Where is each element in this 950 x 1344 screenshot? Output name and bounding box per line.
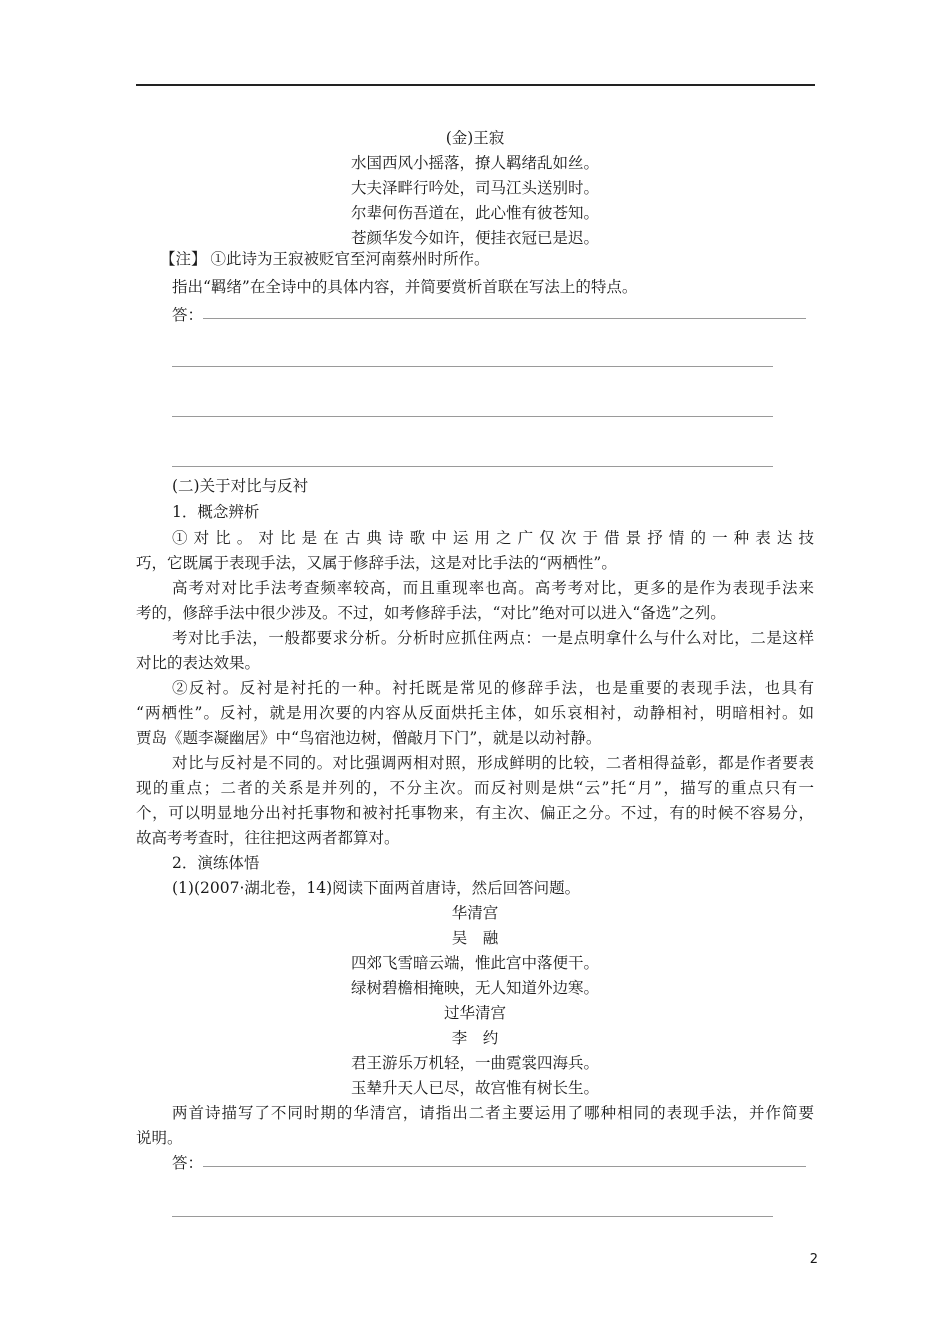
question2-line: 两首诗描写了不同时期的华清宫，请指出二者主要运用了哪种相同的表现手法，并作简要 [172, 1104, 814, 1122]
subheading: 2．演练体悟 [172, 854, 260, 872]
poem2-author: 吴 融 [451, 929, 499, 947]
paragraph-line: 对比与反衬是不同的。对比强调两相对照，形成鲜明的比较，二者相得益彰，都是作者要表 [172, 754, 814, 772]
paragraph-line: 故高考考查时，往往把这两者都算对。 [136, 829, 400, 847]
paragraph-line: 巧，它既属于表现手法，又属于修辞手法，这是对比手法的“两栖性”。 [136, 554, 617, 572]
answer-line[interactable] [172, 466, 773, 467]
poem1-line: 苍颜华发今如许，便挂衣冠已是迟。 [350, 229, 599, 247]
answer-line[interactable] [172, 1216, 773, 1217]
answer-line[interactable] [172, 416, 773, 417]
answer-label: 答： [172, 306, 204, 324]
poem2-title: 华清宫 [451, 904, 499, 922]
header-rule [136, 84, 815, 86]
poem3-line: 玉辇升天人已尽，故宫惟有树长生。 [350, 1079, 599, 1097]
question2-line: 说明。 [136, 1129, 183, 1147]
paragraph-line: 考的，修辞手法中很少涉及。不过，如考修辞手法，“对比”绝对可以进入“备选”之列。 [136, 604, 726, 622]
page-number: 2 [809, 1252, 818, 1267]
poem1-line: 大夫泽畔行吟处，司马江头送别时。 [350, 179, 599, 197]
poem2-line: 绿树碧檐相掩映，无人知道外边寒。 [350, 979, 599, 997]
subheading: 1．概念辨析 [172, 503, 260, 521]
poem2-line: 四郊飞雪暗云端，惟此宫中落便干。 [350, 954, 599, 972]
paragraph-line: 个，可以明显地分出衬托事物和被衬托事物来，有主次、偏正之分。不过，有的时候不容易分， [136, 804, 814, 822]
poem3-author: 李 约 [451, 1029, 499, 1047]
note-label: 【注】 [160, 250, 207, 268]
answer-line[interactable] [203, 318, 806, 319]
paragraph-line: ①对比。对比是在古典诗歌中运用之广仅次于借景抒情的一种表达技 [172, 529, 814, 547]
paragraph-line: “两栖性”。反衬，就是用次要的内容从反面烘托主体，如乐哀相衬，动静相衬，明暗相衬。如 [136, 704, 814, 722]
poem1-note [160, 249, 490, 269]
paragraph-line: 贾岛《题李凝幽居》中“鸟宿池边树，僧敲月下门”，就是以动衬静。 [136, 729, 602, 747]
paragraph-line: 对比的表达效果。 [136, 654, 261, 672]
note-text: ①此诗为王寂被贬官至河南蔡州时所作。 [210, 250, 490, 268]
answer-line[interactable] [203, 1166, 806, 1167]
paragraph-line: 考对比手法，一般都要求分析。分析时应抓住两点：一是点明拿什么与什么对比，二是这样 [172, 629, 814, 647]
answer-line[interactable] [172, 366, 773, 367]
poem1-line: 水国西风小摇落，撩人羁绪乱如丝。 [350, 154, 599, 172]
poem1-question: 指出“羁绪”在全诗中的具体内容，并简要赏析首联在写法上的特点。 [172, 278, 638, 296]
paragraph-line: ②反衬。反衬是衬托的一种。衬托既是常见的修辞手法，也是重要的表现手法，也具有 [172, 679, 814, 697]
poem1-author: (金)王寂 [445, 129, 505, 147]
answer-label: 答： [172, 1154, 204, 1172]
section-heading: (二)关于对比与反衬 [172, 477, 309, 495]
paragraph-line: 高考对对比手法考查频率较高，而且重现率也高。高考考对比，更多的是作为表现手法来 [172, 579, 814, 597]
poem3-line: 君王游乐万机轻，一曲霓裳四海兵。 [350, 1054, 599, 1072]
poem3-title: 过华清宫 [443, 1004, 506, 1022]
poem1-line: 尔辈何伤吾道在，此心惟有彼苍知。 [350, 204, 599, 222]
paragraph-line: 现的重点；二者的关系是并列的，不分主次。而反衬则是烘“云”托“月”，描写的重点只有一 [136, 779, 814, 797]
question-intro: (1)(2007·湖北卷，14)阅读下面两首唐诗，然后回答问题。 [172, 879, 581, 897]
